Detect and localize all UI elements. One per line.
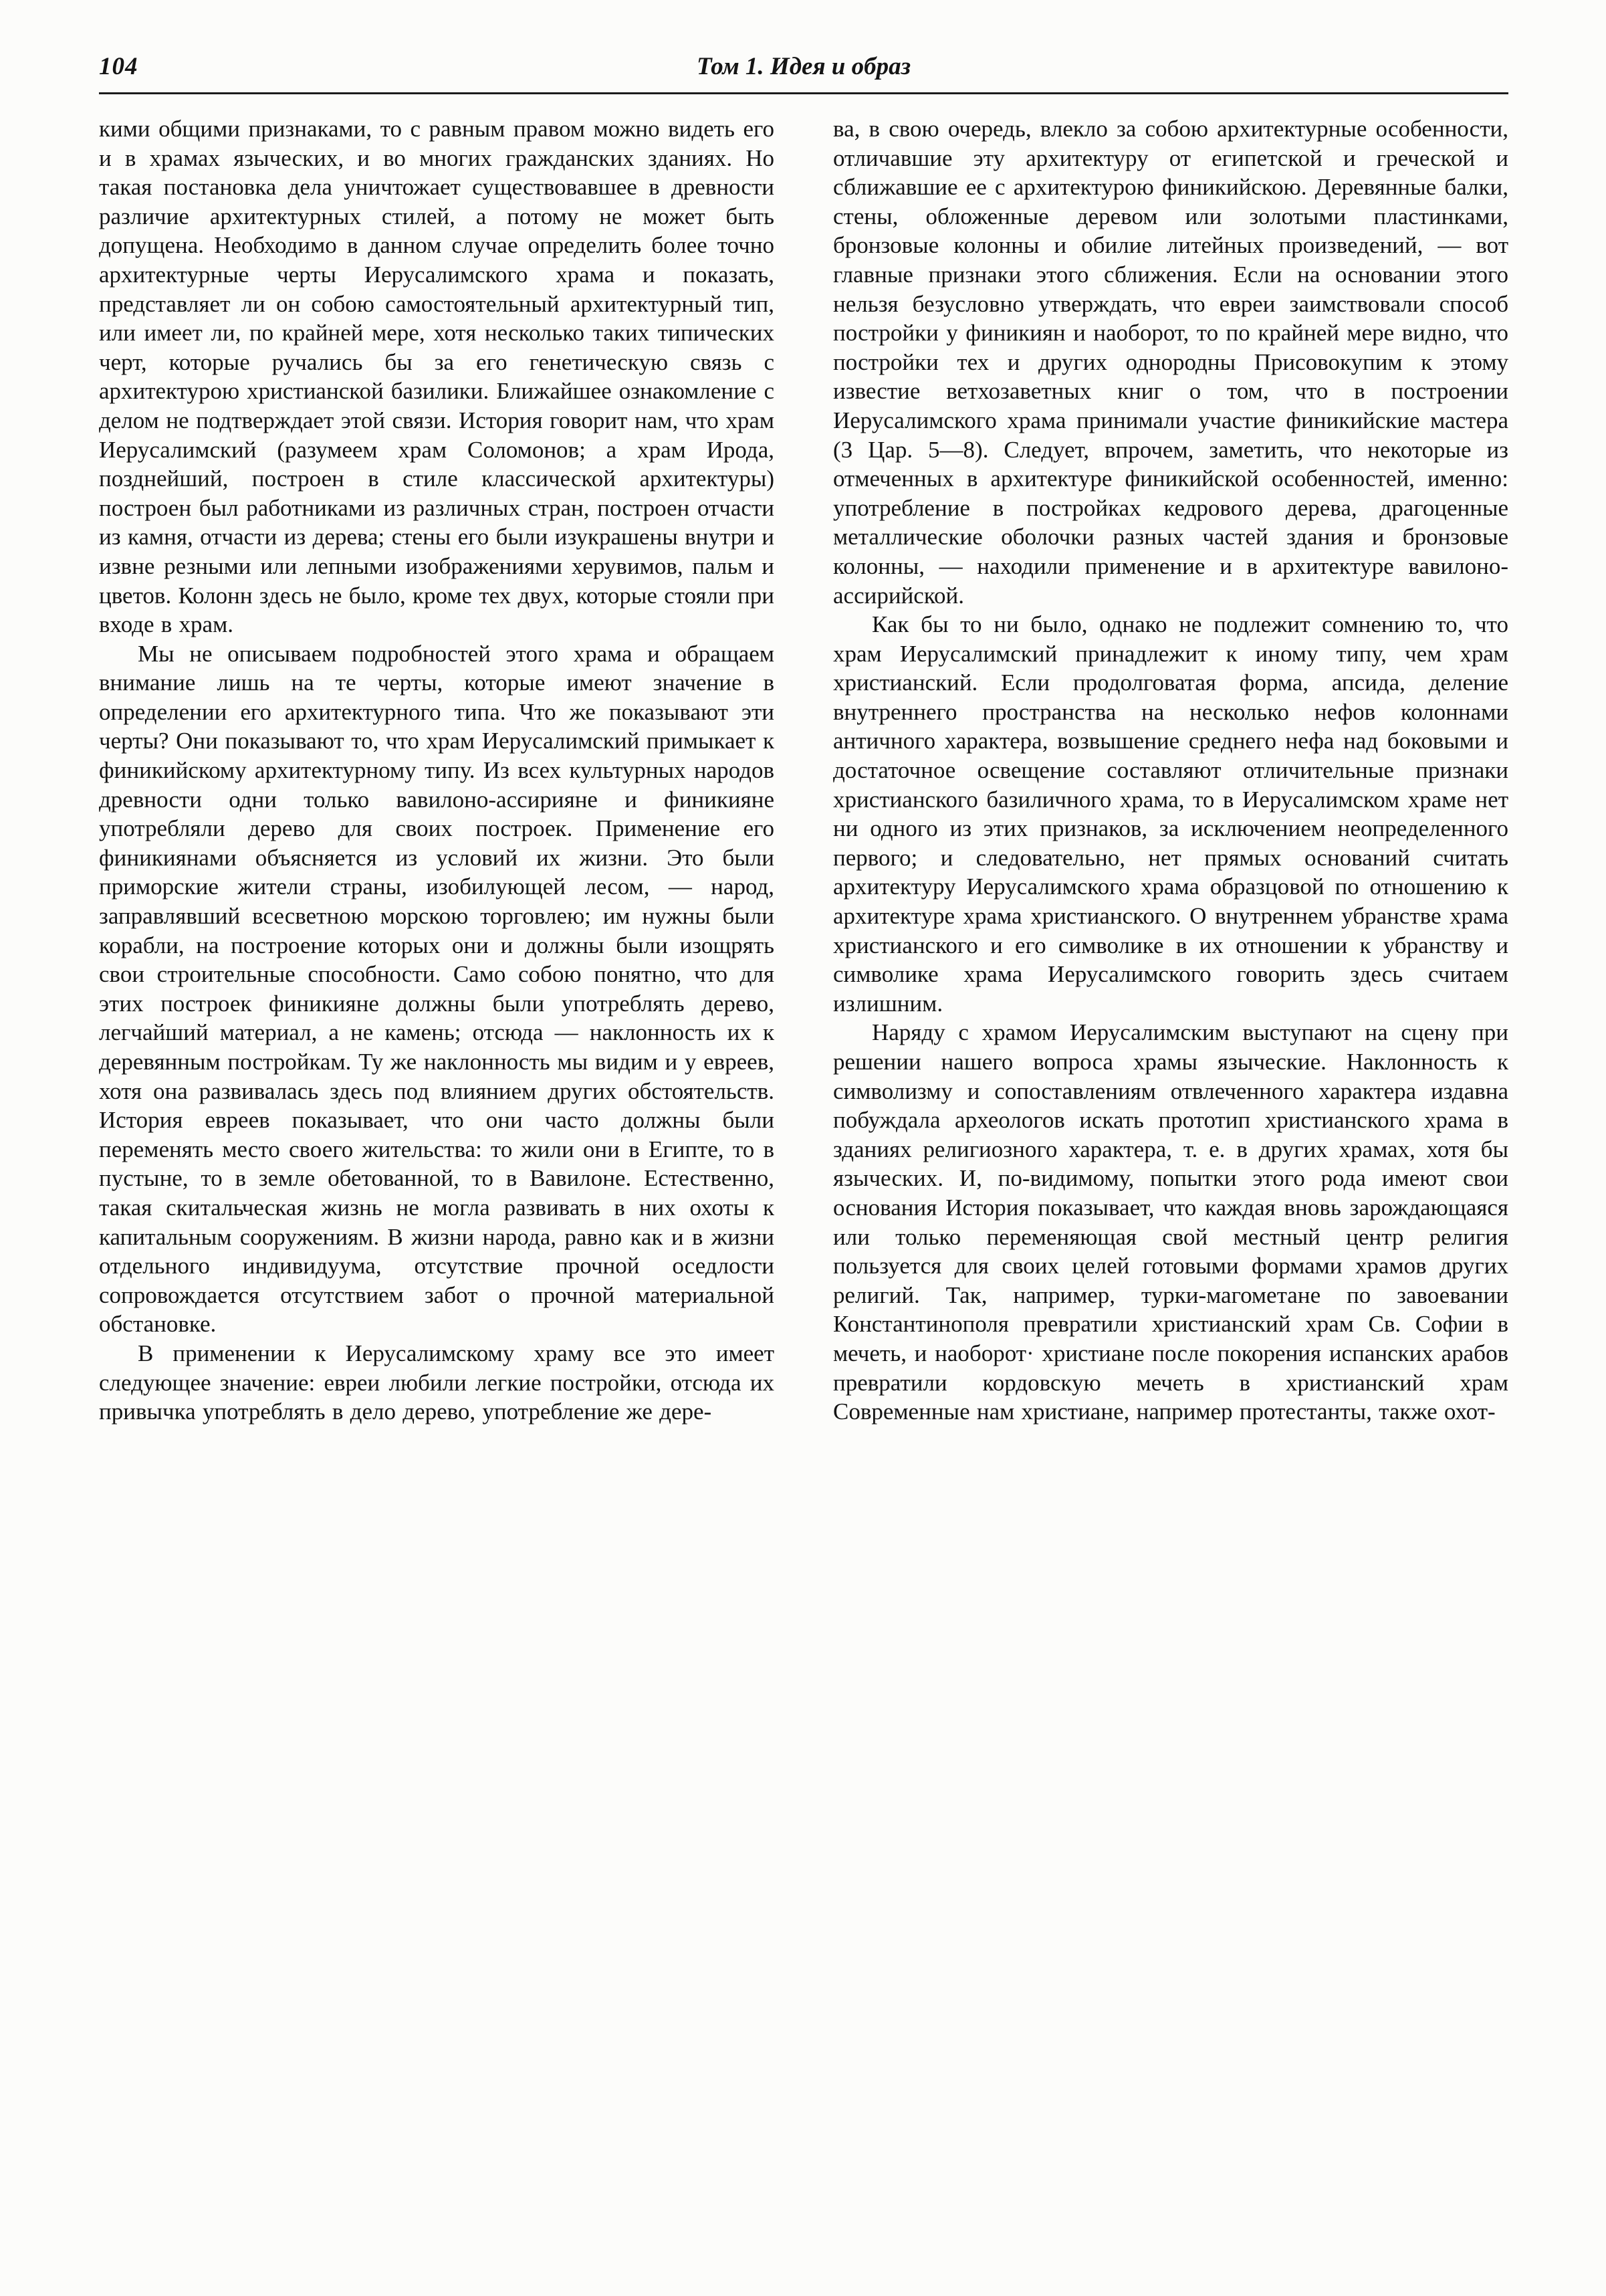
paragraph: Как бы то ни было, однако не подлежит сомнению то, что храм Иерусалимский принадлежит к иному типу, чем храм христианский. Если продолговатая форма, апсида, деление внутреннего пространства на несколько нефов колоннами античного характера, возвышение среднего нефа над боковыми и достаточное освещение составляют отличительные признаки христианского базиличного храма, то в Иерусалимском храме нет ни одного из этих признаков, за исключением неопределенного первого; и следовательно, нет прямых оснований считать архитектуру Иерусалимского храма образцовой по отношению к архитектуре храма христианского. О внутреннем убранстве храма христианского и его символике в их отношении к убранству и символике храма Иерусалимского говорить здесь считаем излишним. bbox=[833, 611, 1508, 1017]
left-column bbox=[99, 114, 774, 1427]
page-number: 104 bbox=[99, 53, 138, 80]
paragraph-continuation: ва, в свою очередь, влекло за собою архитектурные особенности, отличавшие эту архитектуру от египетской и греческой и сближавшие ее с архитектурою финикийскою. Деревянные балки, стены, обложенные деревом или золотыми пластинками, бронзовые колонны и обилие литейных произведений, — вот главные признаки этого сближения. Если на основании этого нельзя безусловно утверждать, что евреи заимствовали способ постройки у финикиян и наоборот, то по крайней мере видно, что постройки тех и других однородны Присовокупим к этому известие ветхозаветных книг о том, что в построении Иерусалимского храма принимали участие финикийские мастера (3 Цар. 5—8). Следует, впрочем, заметить, что некоторые из отмеченных в архитектуре финикийской особенностей, именно: употребление в постройках кедрового дерева, драгоценные металлические оболочки разных частей здания и бронзовые колонны, — находили применение и в архитектуре вавилоно-ассирийской. bbox=[833, 116, 1508, 609]
text-columns bbox=[99, 114, 1508, 1427]
header-rule bbox=[99, 92, 1508, 94]
paragraph: Наряду с храмом Иерусалимским выступают на сцену при решении нашего вопроса храмы языческие. Наклонность к символизму и сопоставлениям отвлеченного характера издавна побуждала археологов искать прототип христианского храма в зданиях религиозного характера, т. е. в других храмах, хотя бы языческих. И, по-видимому, попытки этого рода имеют свои основания История показывает, что каждая вновь зарождающаяся или только переменяющая свой местный центр религия пользуется для своих целей готовыми формами храмов других религий. Так, например, турки-магометане по завоевании Константинополя превратили христианский храм Св. Софии в мечеть, и наоборот· христиане после покорения испанских арабов превратили кордовскую мечеть в христианский храм Современные нам христиане, например протестанты, также охот- bbox=[833, 1019, 1508, 1425]
paragraph-continuation: кими общими признаками, то с равным правом можно видеть его и в храмах языческих, и во многих гражданских зданиях. Но такая постановка дела уничтожает существовавшее в древности различие архитектурных стилей, а потому не может быть допущена. Необходимо в данном случае определить более точно архитектурные черты Иерусалимского храма и показать, представляет ли он собою самостоятельный архитектурный тип, или имеет ли, по крайней мере, хотя несколько таких типических черт, которые ручались бы за его генетическую связь с архитектурою христианской базилики. Ближайшее ознакомление с делом не подтверждает этой связи. История говорит нам, что храм Иерусалимский (разумеем храм Соломонов; а храм Ирода, позднейший, построен в стиле классической архитектуры) построен был работниками из различных стран, построен отчасти из камня, отчасти из дерева; стены его были изукрашены внутри и извне резными или лепными изображениями херувимов, пальм и цветов. Колонн здесь не было, кроме тех двух, которые стояли при входе в храм. bbox=[99, 116, 774, 638]
paragraph: В применении к Иерусалимскому храму все это имеет следующее значение: евреи любили легкие постройки, отсюда их привычка употреблять в дело дерево, употребление же дере- bbox=[99, 1340, 774, 1425]
running-header bbox=[99, 52, 1508, 86]
paragraph: Мы не описываем подробностей этого храма и обращаем внимание лишь на те черты, которые имеют значение в определении его архитектурного типа. Что же показывают эти черты? Они показывают то, что храм Иерусалимский примыкает к финикийскому архитектурному типу. Из всех культурных народов древности одни только вавилоно-ассирияне и финикияне употребляли дерево для своих построек. Применение его финикиянами объясняется из условий их жизни. Это были приморские жители страны, изобилующей лесом, — народ, заправлявший всесветною морскою торговлею; им нужны были корабли, на построение которых они и должны были изощрять свои строительные способности. Само собою понятно, что для этих построек финикияне должны были употреблять дерево, легчайший материал, а не камень; отсюда — наклонность их к деревянным постройкам. Ту же наклонность мы видим и у евреев, хотя она развивалась здесь под влиянием других обстоятельств. История евреев показывает, что они часто должны были переменять место своего жительства: то жили они в Египте, то в пустыне, то в земле обетованной, то в Вавилоне. Естественно, такая скитальческая жизнь не могла развивать в них охоты к капитальным сооружениям. В жизни народа, равно как и в жизни отдельного индивидуума, отсутствие прочной оседлости сопровождается отсутствием забот о прочной материальной обстановке. bbox=[99, 640, 774, 1338]
right-column bbox=[833, 114, 1508, 1427]
running-header-title: Том 1. Идея и образ bbox=[696, 53, 911, 80]
